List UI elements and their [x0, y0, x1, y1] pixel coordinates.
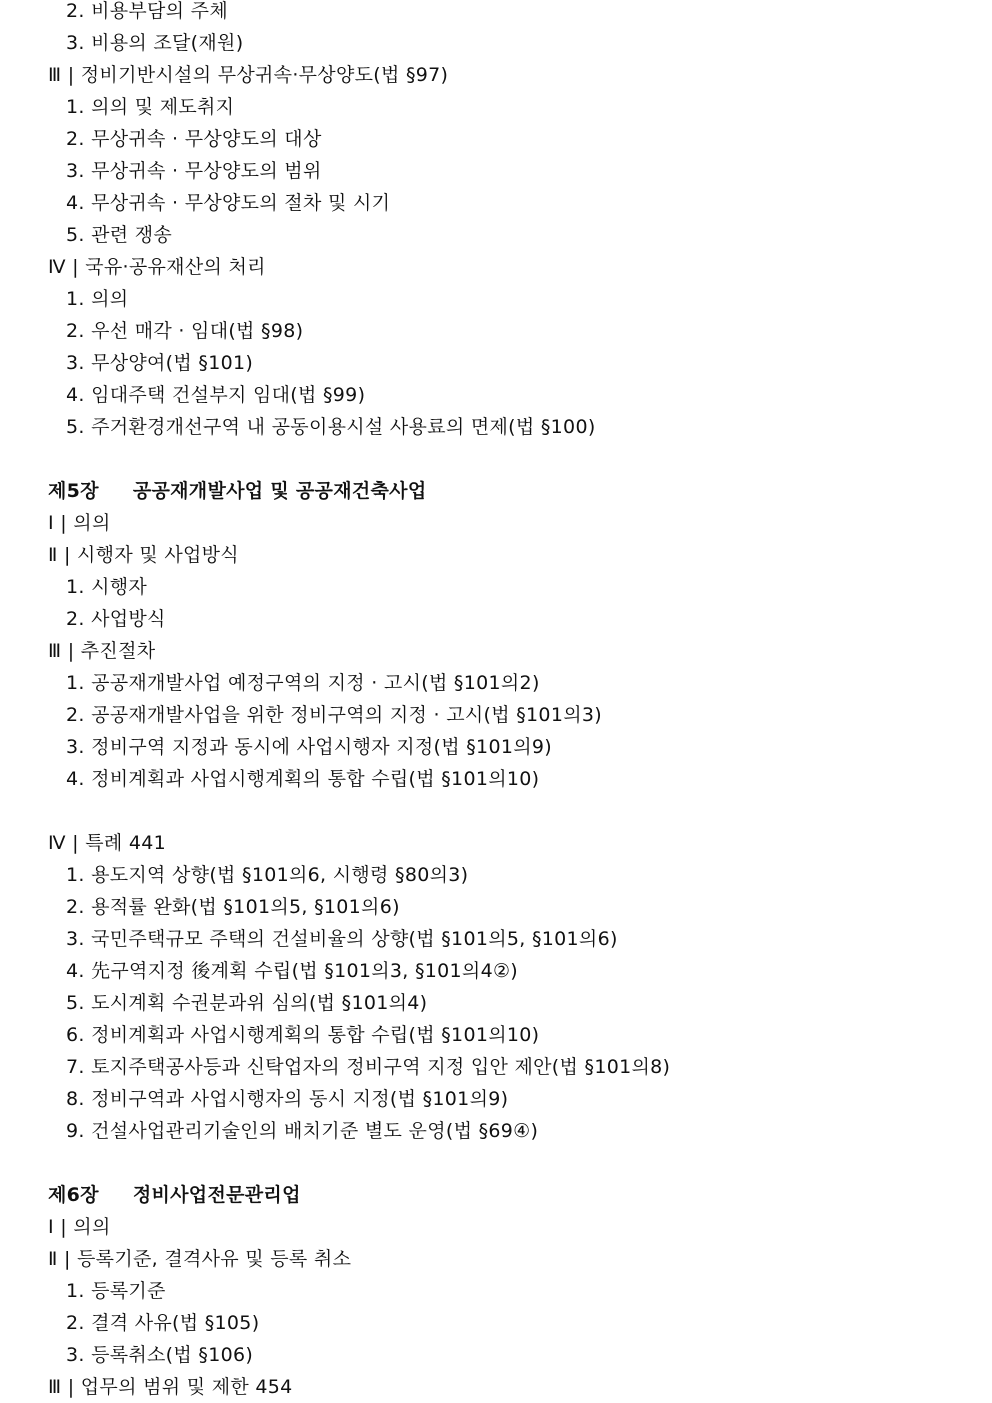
subsection-item: 1. 시행자 — [66, 576, 148, 598]
section-heading: Ⅰ | 의의 — [48, 1216, 111, 1238]
subsection-item: 3. 무상양여(법 §101) — [66, 352, 254, 374]
subsection-item: 4. 무상귀속 · 무상양도의 절차 및 시기 — [66, 192, 391, 214]
subsection-item: 6. 정비계획과 사업시행계획의 통합 수립(법 §101의10) — [66, 1024, 540, 1046]
subsection-item: 7. 토지주택공사등과 신탁업자의 정비구역 지정 입안 제안(법 §101의8) — [66, 1056, 671, 1078]
subsection-item: 3. 등록취소(법 §106) — [66, 1344, 254, 1366]
section-heading: Ⅲ | 정비기반시설의 무상귀속·무상양도(법 §97) — [48, 64, 449, 86]
chapter-title: 정비사업전문관리업 — [132, 1184, 301, 1206]
subsection-item: 2. 비용부담의 주체 — [66, 0, 228, 22]
chapter-number: 제6장 — [48, 1184, 99, 1206]
subsection-item: 1. 의의 및 제도취지 — [66, 96, 235, 118]
subsection-item: 2. 결격 사유(법 §105) — [66, 1312, 260, 1334]
subsection-item: 1. 등록기준 — [66, 1280, 166, 1302]
subsection-item: 4. 임대주택 건설부지 임대(법 §99) — [66, 384, 366, 406]
subsection-item: 2. 무상귀속 · 무상양도의 대상 — [66, 128, 322, 150]
subsection-item: 5. 관련 쟁송 — [66, 224, 173, 246]
subsection-item: 2. 우선 매각 · 임대(법 §98) — [66, 320, 304, 342]
subsection-item: 1. 용도지역 상향(법 §101의6, 시행령 §80의3) — [66, 864, 469, 886]
subsection-item: 4. 정비계획과 사업시행계획의 통합 수립(법 §101의10) — [66, 768, 540, 790]
subsection-item: 2. 공공재개발사업을 위한 정비구역의 지정 · 고시(법 §101의3) — [66, 704, 602, 726]
section-heading: Ⅱ | 시행자 및 사업방식 — [48, 544, 239, 566]
section-heading: Ⅰ | 의의 — [48, 512, 111, 534]
section-heading: Ⅳ | 특례 441 — [48, 832, 167, 854]
section-heading: Ⅱ | 등록기준, 결격사유 및 등록 취소 — [48, 1248, 352, 1270]
section-heading: Ⅲ | 업무의 범위 및 제한 454 — [48, 1376, 293, 1398]
subsection-item: 2. 사업방식 — [66, 608, 166, 630]
chapter-heading — [48, 478, 426, 504]
subsection-item: 4. 先구역지정 後계획 수립(법 §101의3, §101의4②) — [66, 960, 519, 982]
subsection-item: 3. 무상귀속 · 무상양도의 범위 — [66, 160, 322, 182]
subsection-item: 5. 주거환경개선구역 내 공동이용시설 사용료의 면제(법 §100) — [66, 416, 596, 438]
subsection-item: 1. 의의 — [66, 288, 129, 310]
subsection-item: 3. 비용의 조달(재원) — [66, 32, 244, 54]
subsection-item: 2. 용적률 완화(법 §101의5, §101의6) — [66, 896, 400, 918]
subsection-item: 5. 도시계획 수권분과위 심의(법 §101의4) — [66, 992, 428, 1014]
subsection-item: 9. 건설사업관리기술인의 배치기준 별도 운영(법 §69④) — [66, 1120, 539, 1142]
chapter-heading — [48, 1182, 301, 1208]
subsection-item: 8. 정비구역과 사업시행자의 동시 지정(법 §101의9) — [66, 1088, 509, 1110]
section-heading: Ⅲ | 추진절차 — [48, 640, 156, 662]
subsection-item: 3. 정비구역 지정과 동시에 사업시행자 지정(법 §101의9) — [66, 736, 552, 758]
subsection-item: 1. 공공재개발사업 예정구역의 지정 · 고시(법 §101의2) — [66, 672, 540, 694]
chapter-number: 제5장 — [48, 480, 99, 502]
subsection-item: 3. 국민주택규모 주택의 건설비율의 상향(법 §101의5, §101의6) — [66, 928, 618, 950]
section-heading: Ⅳ | 국유·공유재산의 처리 — [48, 256, 266, 278]
chapter-title: 공공재개발사업 및 공공재건축사업 — [132, 480, 427, 502]
